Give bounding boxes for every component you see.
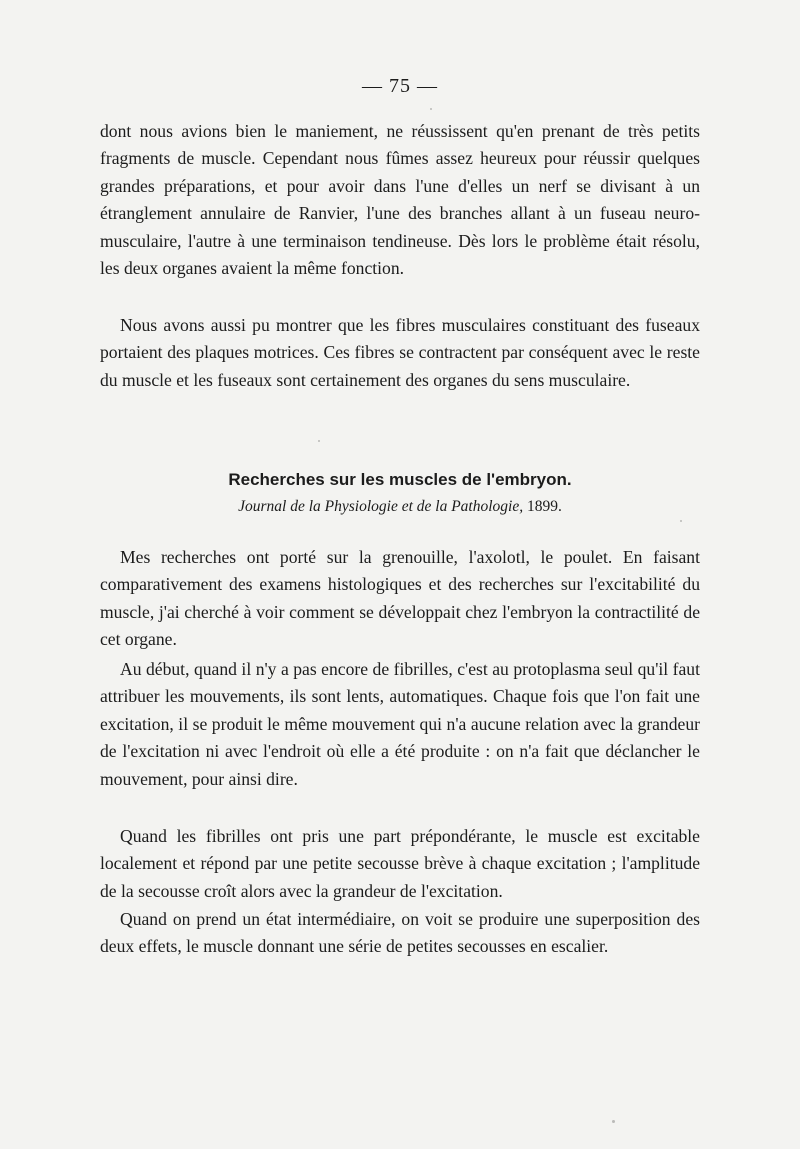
paragraph-recherches: Mes recherches ont porté sur la grenouille, l'axolotl, le poulet. En faisant comparativement des examens histologiques et des recherches sur l'excitabilité du muscle, j'ai cherché à voir comment se développait chez l'embryon la contractilité de cet organe. bbox=[100, 547, 700, 650]
paragraph-debut: Au début, quand il n'y a pas encore de fibrilles, c'est au protoplasma seul qu'il faut attribuer les mouvements, ils sont lents, automatiques. Chaque fois que l'on fait une excitation, il se produit le même mouvement qui n'a aucune relation avec la grandeur de l'excitation ni avec l'endroit où elle a été produite : on n'a fait que déclancher le mouvement, pour ainsi dire. bbox=[100, 659, 700, 789]
paragraph-intermediaire: Quand on prend un état intermédiaire, on voit se produire une superposition des deux effets, le muscle donnant une série de petites secousses en escalier. bbox=[100, 909, 700, 957]
paragraph-fibrilles: Quand les fibrilles ont pris une part prépondérante, le muscle est excitable localement et répond par une petite secousse brève à chaque excitation ; l'amplitude de la secousse croît alors avec la grandeur de l'excitation. bbox=[100, 826, 700, 901]
scan-speck bbox=[430, 108, 432, 110]
scan-speck bbox=[680, 520, 682, 522]
source-year: 1899. bbox=[526, 498, 562, 515]
section-title: Recherches sur les muscles de l'embryon. bbox=[228, 470, 572, 489]
section-source bbox=[0, 498, 800, 516]
paragraph-continuation: dont nous avions bien le maniement, ne réussissent qu'en prenant de très petits fragments de muscle. Cependant nous fûmes assez heureux pour réussir quelques grandes préparations, et pour avoir dans l'une d'elles un nerf se divisant à un étranglement annulaire de Ranvier, l'une des branches allant à un fuseau neuro-musculaire, l'autre à une terminaison tendineuse. Dès lors le problème était résolu, les deux organes avaient la même fonction. bbox=[100, 121, 700, 279]
source-journal: Journal de la Physiologie et de la Pathologie, bbox=[238, 498, 524, 515]
scan-speck bbox=[318, 440, 320, 442]
paragraph-fuseaux: Nous avons aussi pu montrer que les fibres musculaires constituant des fuseaux portaient des plaques motrices. Ces fibres se contractent par conséquent avec le reste du muscle et les fuseaux sont certainement des organes du sens musculaire. bbox=[100, 315, 700, 390]
scan-speck bbox=[612, 1120, 615, 1123]
page-number: — 75 — bbox=[362, 75, 438, 97]
